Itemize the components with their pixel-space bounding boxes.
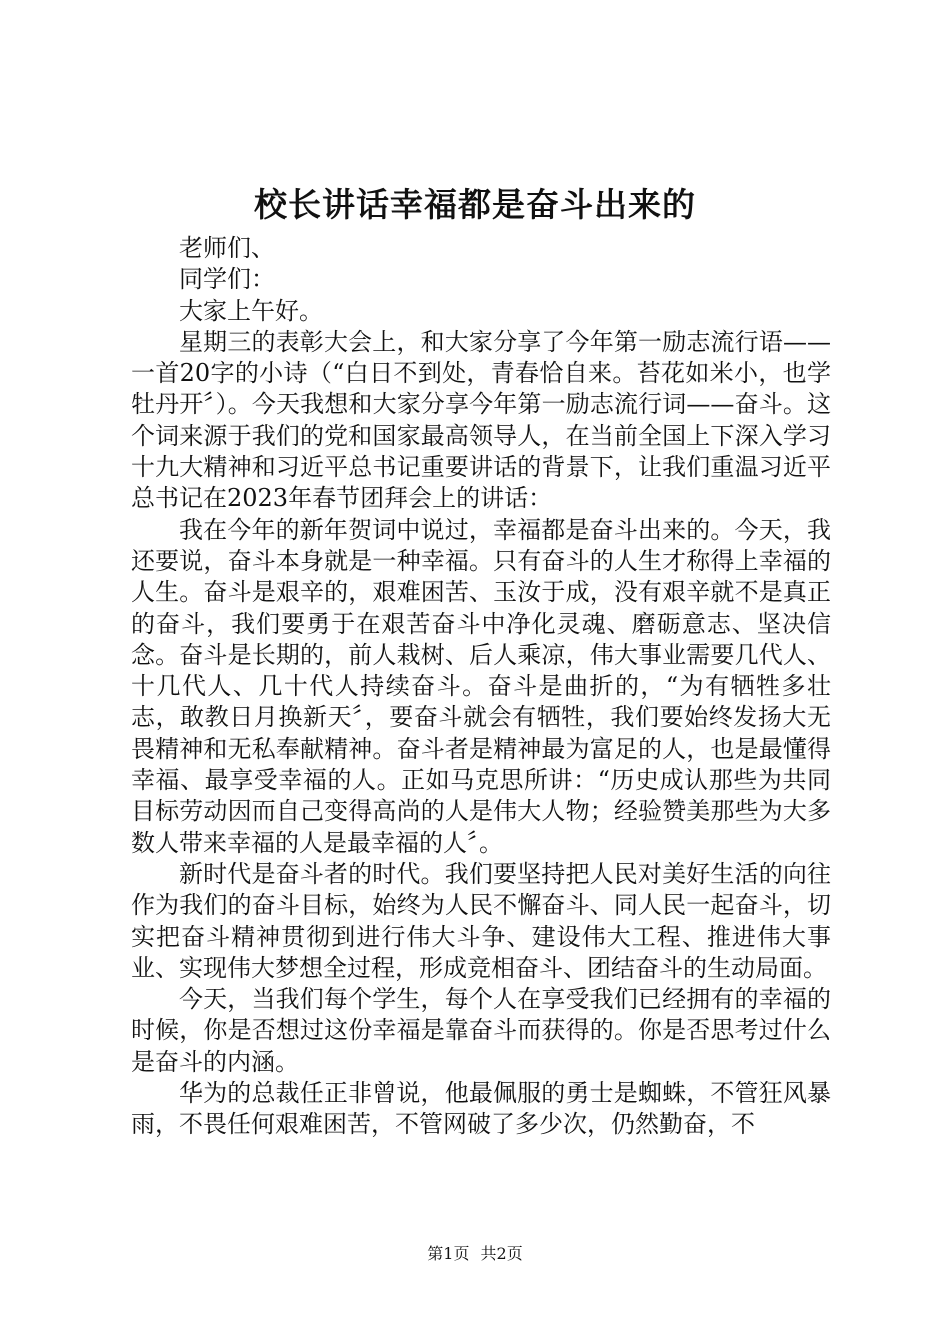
paragraph-salutation-teachers: 老师们、 — [179, 234, 275, 262]
page-total: 共2页 — [480, 1244, 523, 1263]
paragraph-reflection: 今天，当我们每个学生，每个人在享受我们已经拥有的幸福的时候，你是否想过这份幸福是靠奋斗而获得的。你是否思考过什么是奋斗的内涵。 — [131, 985, 831, 1076]
paragraph-quote: 我在今年的新年贺词中说过，幸福都是奋斗出来的。今天，我还要说，奋斗本身就是一种幸福。只有奋斗的人生才称得上幸福的人生。奋斗是艰辛的，艰难困苦、玉汝于成，没有艰辛就不是真正的奋斗，我们要勇于在艰苦奋斗中净化灵魂、磨砺意志、坚决信念。奋斗是长期的，前人栽树、后人乘凉，伟大事业需要几代人、十几代人、几十代人持续奋斗。奋斗是曲折的，“为有牺牲多壮志，敢教日月换新天〞，要奋斗就会有牺牲，我们要始终发扬大无畏精神和无私奉献精神。奋斗者是精神最为富足的人，也是最懂得幸福、最享受幸福的人。正如马克思所讲：“历史成认那些为共同目标劳动因而自己变得高尚的人是伟大人物；经验赞美那些为大多数人带来幸福的人是最幸福的人〞。 — [131, 515, 831, 857]
paragraph-huawei: 华为的总裁任正非曾说，他最佩服的勇士是蜘蛛，不管狂风暴雨，不畏任何艰难困苦，不管网破了多少次，仍然勤奋，不 — [131, 1079, 831, 1139]
document-title: 校长讲话幸福都是奋斗出来的 — [254, 185, 696, 224]
document-body — [131, 233, 831, 1141]
paragraph-greeting: 大家上午好。 — [179, 296, 323, 325]
paragraph-new-era: 新时代是奋斗者的时代。我们要坚持把人民对美好生活的向往作为我们的奋斗目标，始终为人民不懈奋斗、同人民一起奋斗，切实把奋斗精神贯彻到进行伟大斗争、建设伟大工程、推进伟大事业、实现伟大梦想全过程，形成竞相奋斗、团结奋斗的生动局面。 — [131, 859, 831, 982]
paragraph-intro: 星期三的表彰大会上，和大家分享了今年第一励志流行语——一首20字的小诗（“白日不到处，青春恰自来。苔花如米小，也学牡丹开〞）。今天我想和大家分享今年第一励志流行词——奋斗。这个词来源于我们的党和国家最高领导人，在当前全国上下深入学习十九大精神和习近平总书记重要讲话的背景下，让我们重温习近平总书记在2023年春节团拜会上的讲话： — [131, 327, 831, 513]
paragraph-salutation-students: 同学们： — [179, 265, 275, 294]
page-footer — [0, 1243, 950, 1265]
page-number: 第1页 — [427, 1244, 470, 1263]
